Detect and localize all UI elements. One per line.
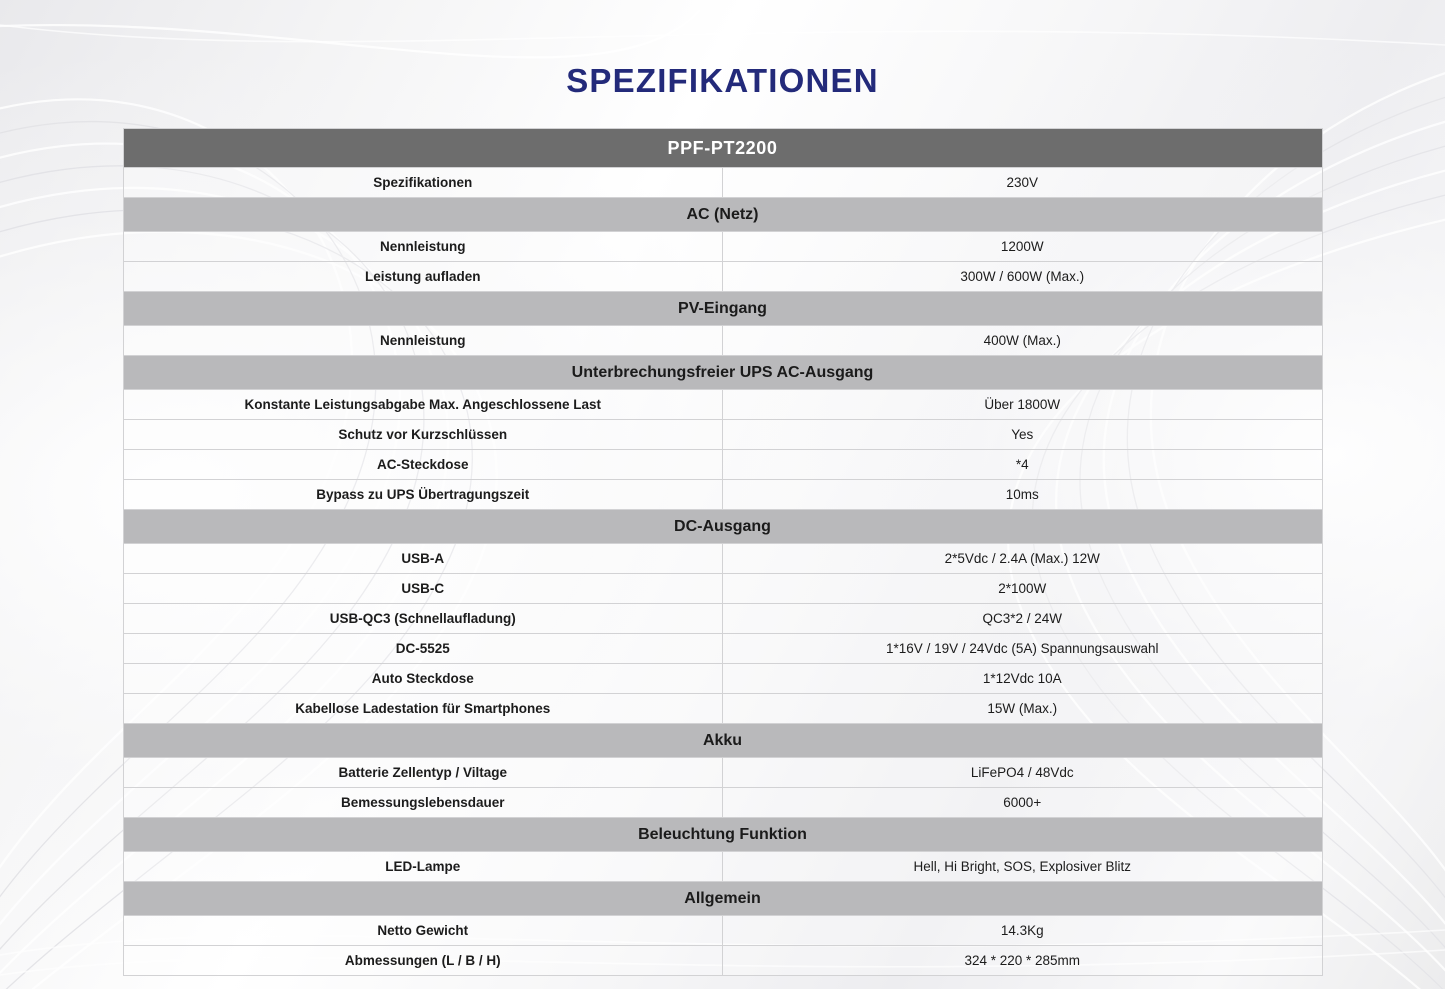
spec-label: Abmessungen (L / B / H): [123, 946, 723, 976]
table-row: [123, 390, 1322, 420]
specifications-table-body: [123, 129, 1322, 976]
spec-value: 6000+: [723, 788, 1323, 818]
table-row: [123, 758, 1322, 788]
section-label: PV-Eingang: [123, 292, 1322, 326]
section-row: [123, 510, 1322, 544]
section-row: [123, 198, 1322, 232]
table-row: [123, 946, 1322, 976]
table-row: [123, 420, 1322, 450]
section-label: AC (Netz): [123, 198, 1322, 232]
spec-label: Netto Gewicht: [123, 916, 723, 946]
spec-label: Batterie Zellentyp / Viltage: [123, 758, 723, 788]
section-label: DC-Ausgang: [123, 510, 1322, 544]
spec-value: 1*16V / 19V / 24Vdc (5A) Spannungsauswahl: [723, 634, 1323, 664]
section-row: [123, 292, 1322, 326]
table-row: [123, 262, 1322, 292]
table-row: [123, 664, 1322, 694]
table-row: [123, 604, 1322, 634]
section-row: [123, 818, 1322, 852]
table-row: [123, 852, 1322, 882]
spec-value: 400W (Max.): [723, 326, 1323, 356]
section-label: Beleuchtung Funktion: [123, 818, 1322, 852]
spec-value: 324 * 220 * 285mm: [723, 946, 1323, 976]
table-row: [123, 232, 1322, 262]
spec-value: 300W / 600W (Max.): [723, 262, 1323, 292]
spec-label: Auto Steckdose: [123, 664, 723, 694]
spec-value: 14.3Kg: [723, 916, 1323, 946]
spec-label: USB-C: [123, 574, 723, 604]
spec-value: Über 1800W: [723, 390, 1323, 420]
spec-value: *4: [723, 450, 1323, 480]
section-row: [123, 356, 1322, 390]
spec-label: Bypass zu UPS Übertragungszeit: [123, 480, 723, 510]
table-row: [123, 480, 1322, 510]
spec-label: Nennleistung: [123, 232, 723, 262]
table-row: [123, 694, 1322, 724]
table-row: [123, 326, 1322, 356]
spec-value: 2*5Vdc / 2.4A (Max.) 12W: [723, 544, 1323, 574]
section-row: [123, 724, 1322, 758]
spec-label: Leistung aufladen: [123, 262, 723, 292]
spec-label: AC-Steckdose: [123, 450, 723, 480]
specifications-table: [123, 128, 1323, 976]
table-row: [123, 574, 1322, 604]
spec-value: Hell, Hi Bright, SOS, Explosiver Blitz: [723, 852, 1323, 882]
spec-value: 2*100W: [723, 574, 1323, 604]
table-row: [123, 544, 1322, 574]
spec-label: Schutz vor Kurzschlüssen: [123, 420, 723, 450]
table-header-row: [123, 129, 1322, 168]
spec-label: Kabellose Ladestation für Smartphones: [123, 694, 723, 724]
section-label: Allgemein: [123, 882, 1322, 916]
spec-value: 1200W: [723, 232, 1323, 262]
spec-value: 1*12Vdc 10A: [723, 664, 1323, 694]
spec-label: USB-QC3 (Schnellaufladung): [123, 604, 723, 634]
page-title: SPEZIFIKATIONEN: [566, 62, 879, 99]
section-label: Unterbrechungsfreier UPS AC-Ausgang: [123, 356, 1322, 390]
table-row: [123, 916, 1322, 946]
table-row: [123, 788, 1322, 818]
spec-label: Nennleistung: [123, 326, 723, 356]
spec-label: DC-5525: [123, 634, 723, 664]
spec-value: LiFePO4 / 48Vdc: [723, 758, 1323, 788]
spec-label: Konstante Leistungsabgabe Max. Angeschlossene Last: [123, 390, 723, 420]
section-label: Akku: [123, 724, 1322, 758]
table-row: [123, 450, 1322, 480]
spec-label: LED-Lampe: [123, 852, 723, 882]
spec-label: USB-A: [123, 544, 723, 574]
spec-value: 15W (Max.): [723, 694, 1323, 724]
model-name: PPF-PT2200: [123, 129, 1322, 168]
spec-value: Yes: [723, 420, 1323, 450]
spec-label: Bemessungslebensdauer: [123, 788, 723, 818]
spec-value: 10ms: [723, 480, 1323, 510]
spec-value: QC3*2 / 24W: [723, 604, 1323, 634]
section-row: [123, 882, 1322, 916]
spec-value: 230V: [723, 168, 1323, 198]
table-row: [123, 634, 1322, 664]
table-row: [123, 168, 1322, 198]
spec-label: Spezifikationen: [123, 168, 723, 198]
